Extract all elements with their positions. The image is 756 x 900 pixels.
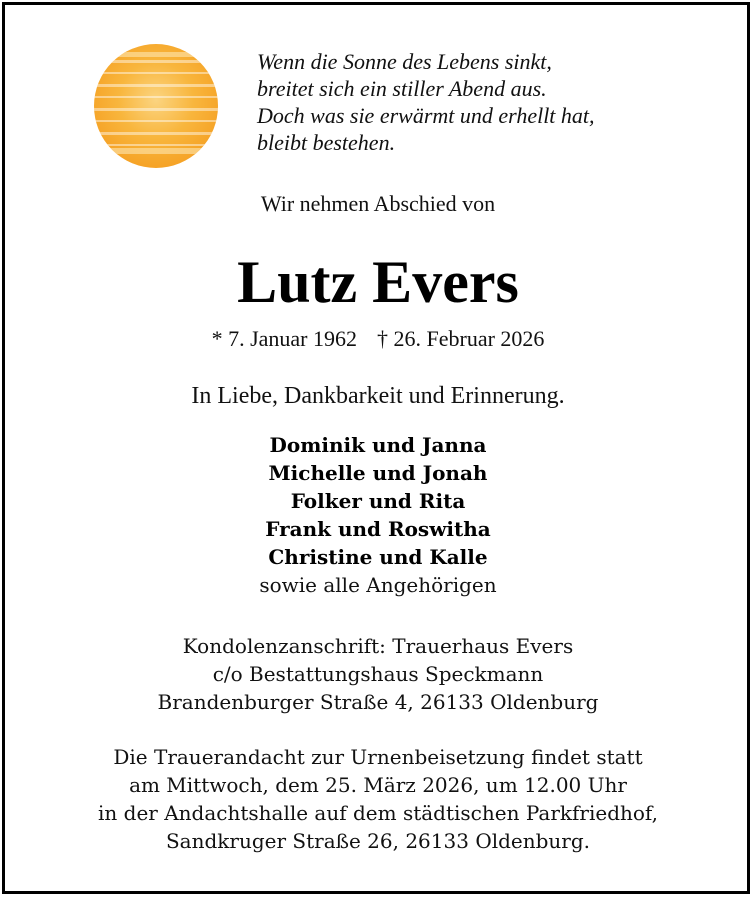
poem-line: Wenn die Sonne des Lebens sinkt,	[257, 49, 552, 74]
death-date: † 26. Februar 2026	[377, 326, 545, 351]
intro-text: Wir nehmen Abschied von	[260, 191, 496, 216]
poem-line: breitet sich ein stiller Abend aus.	[257, 76, 547, 101]
service-announcement	[0, 743, 756, 855]
mourner-name: Folker und Rita	[290, 489, 466, 513]
mourners-list	[0, 431, 756, 599]
poem-quote	[257, 48, 717, 156]
service-line: Sandkruger Straße 26, 26133 Oldenburg.	[165, 829, 591, 853]
poem-line: Doch was sie erwärmt und erhellt hat,	[257, 103, 595, 128]
deceased-name: Lutz Evers	[237, 249, 519, 315]
other-relatives: sowie alle Angehörigen	[259, 573, 497, 597]
address-line: Brandenburger Straße 4, 26133 Oldenburg	[157, 690, 599, 714]
service-line: in der Andachtshalle auf dem städtischen Parkfriedhof,	[98, 801, 658, 825]
address-line: c/o Bestattungshaus Speckmann	[212, 662, 544, 686]
condolence-address	[0, 632, 756, 716]
mourner-name: Frank und Roswitha	[265, 517, 491, 541]
setting-sun-icon	[88, 38, 224, 174]
motto-text: In Liebe, Dankbarkeit und Erinnerung.	[191, 383, 565, 409]
mourner-name: Christine und Kalle	[268, 545, 488, 569]
mourner-name: Michelle und Jonah	[268, 461, 488, 485]
address-line: Kondolenzanschrift: Trauerhaus Evers	[182, 634, 574, 658]
service-line: am Mittwoch, dem 25. März 2026, um 12.00 Uhr	[129, 773, 627, 797]
mourner-name: Dominik und Janna	[269, 433, 487, 457]
service-line: Die Trauerandacht zur Urnenbeisetzung findet statt	[113, 745, 643, 769]
life-dates	[0, 324, 756, 354]
poem-line: bleibt bestehen.	[257, 130, 396, 155]
birth-date: * 7. Januar 1962	[211, 326, 357, 351]
